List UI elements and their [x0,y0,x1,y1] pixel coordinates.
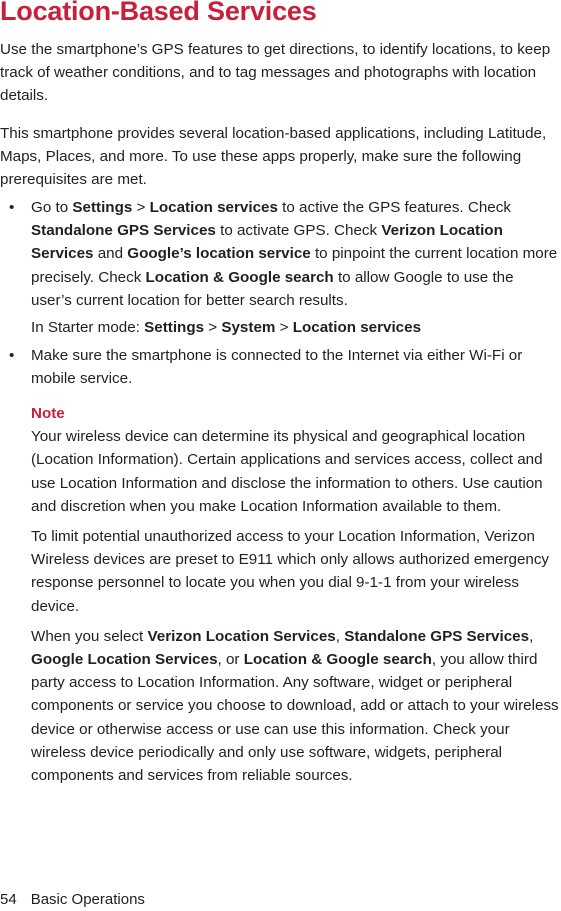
location-services-term: Location services [292,319,422,337]
bullet-marker: • [9,199,15,216]
text-run: In Starter mode: [31,319,145,337]
text-run: Go to [31,199,73,216]
list-item-internet [0,344,558,390]
text-run: to pinpoint the current location more precisely. Check [31,245,558,286]
prerequisite-list [0,196,561,391]
text-run: When you select [31,627,148,645]
location-google-search-term: Location & Google search [145,268,334,286]
text-run: > [132,199,150,216]
text-run: to allow Google to use the user’s current location for better search results. [31,268,514,309]
text-run: to activate GPS. Check [215,222,382,240]
text-run: , you allow third party access to Location Information. Any software, widget or peripheral components or service you choose to download, add or attach to your wireless device or otherwise access or use can use this information. Check your wireless device periodically and only use software, widgets, peripheral components and services from reliable sources. [31,651,559,785]
page-title: Location-Based Services [0,0,317,26]
note-paragraph-3 [31,625,561,787]
location-services-term: Location services [149,199,278,216]
bullet-marker: • [9,347,15,365]
text-run: > [275,319,293,337]
note-box [31,402,561,787]
verizon-location-term: Verizon Location Services [147,627,336,645]
note-paragraph-1: Your wireless device can determine its physical and geographical location (Location Information). Certain applications and services access, collect and use Location Information and disclose the information to others. Use caution and discretion when you make Location Information available to them. [31,428,543,515]
text-run: , [529,627,534,645]
starter-mode-path [0,316,558,339]
settings-term: Settings [72,199,133,216]
section-name: Basic Operations [30,891,145,908]
text-run: , [335,627,345,645]
system-term: System [221,319,276,337]
page-footer [0,891,145,908]
text-run: > [204,319,222,337]
verizon-location-term: Verizon Location Services [31,222,503,263]
location-google-search-term: Location & Google search [243,651,432,669]
standalone-gps-term: Standalone GPS Services [344,627,530,645]
text-run: and [93,245,128,263]
settings-term: Settings [144,319,205,337]
text-run: , or [217,651,244,669]
note-paragraph-2: To limit potential unauthorized access to your Location Information, Verizon Wireless devices are preset to E911 which only allows authorized emergency response personnel to locate you when you dial 9-1-1 from your wireless device. [31,528,550,615]
page-number: 54 [0,891,17,908]
google-location-services-term: Google Location Services [31,651,218,669]
google-location-service-term: Google’s location service [127,245,311,263]
text-run: to active the GPS features. Check [277,199,511,216]
list-item-gps-settings [0,196,558,312]
prerequisites-paragraph: This smartphone provides several location-based applications, including Latitude, Maps, Places, and more. To use these apps properly, make sure the following prerequisites are met. [0,125,547,189]
standalone-gps-term: Standalone GPS Services [31,222,216,240]
note-heading: Note [31,405,65,422]
intro-paragraph: Use the smartphone’s GPS features to get directions, to identify locations, to keep track of weather conditions, and to tag messages and photographs with location details. [0,41,551,105]
text-run: Make sure the smartphone is connected to the Internet via either Wi-Fi or mobile service. [31,347,523,388]
